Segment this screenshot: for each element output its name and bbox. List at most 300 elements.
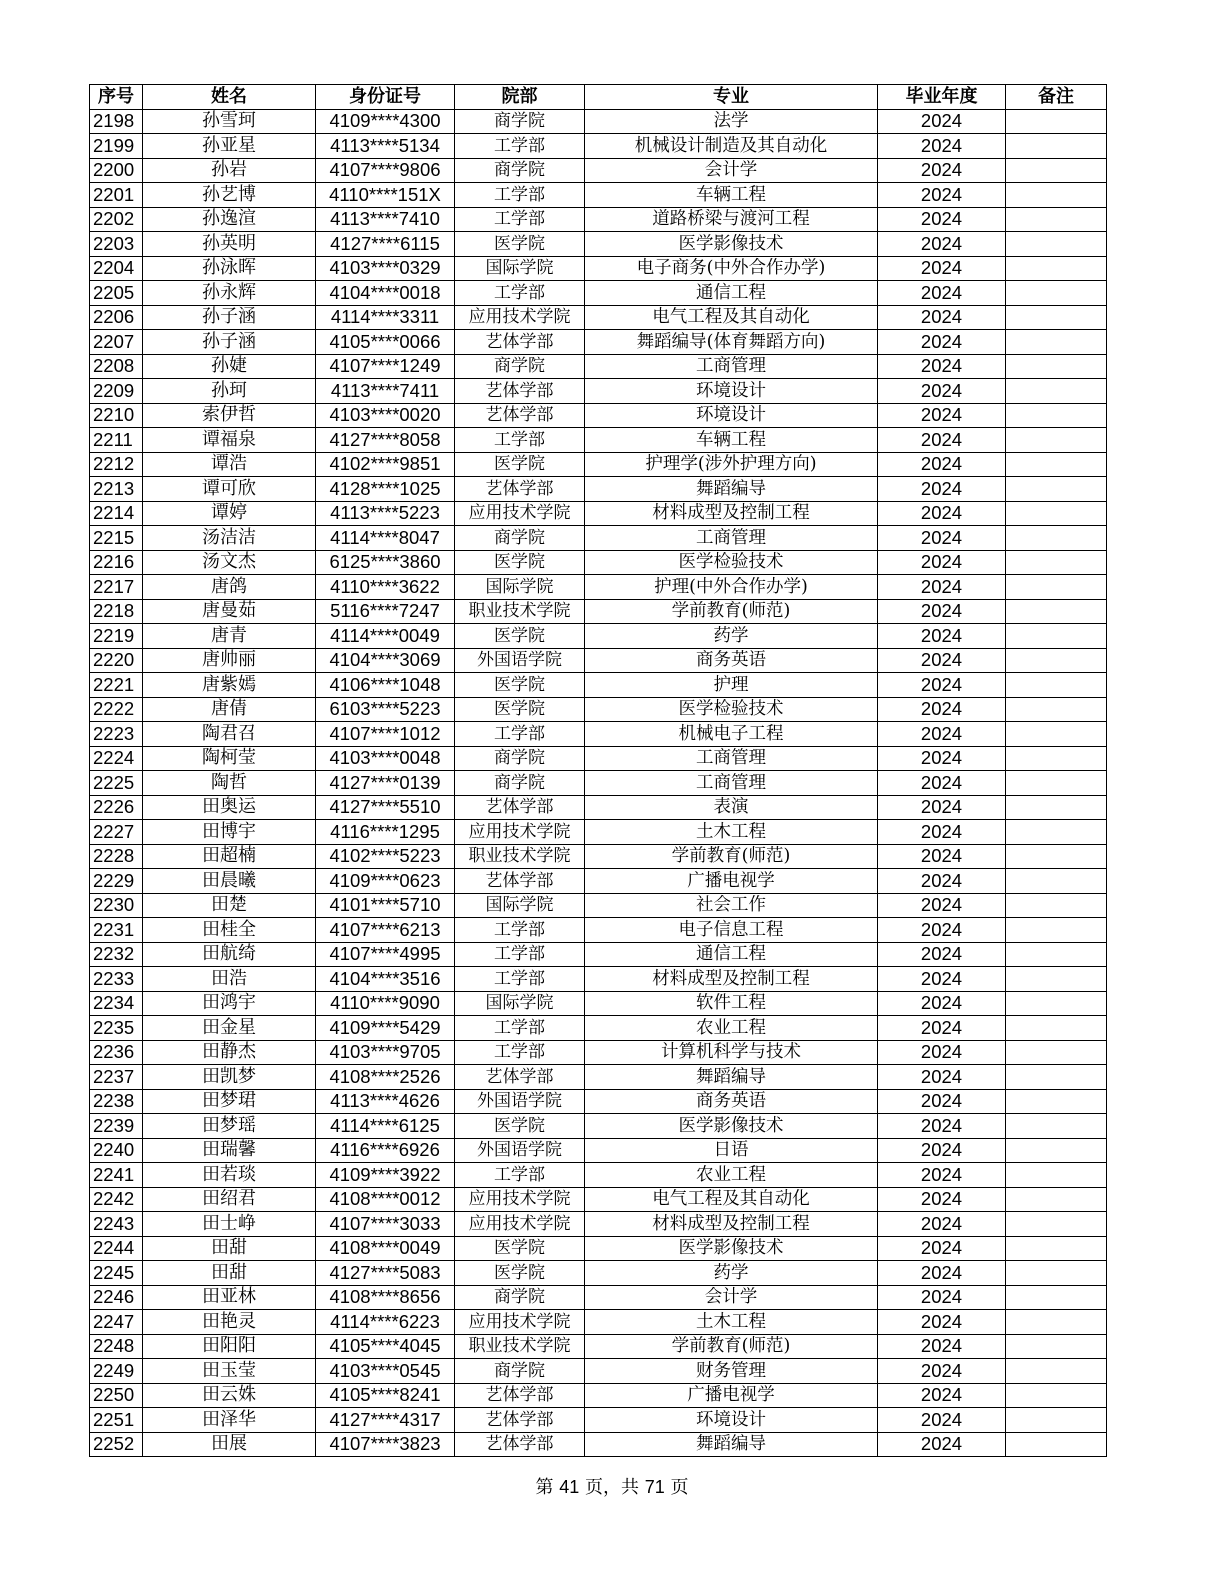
cell-department: 职业技术学院 [455,1334,585,1359]
cell-serial: 2203 [90,232,143,257]
cell-id-number: 4127****0139 [316,771,455,796]
cell-serial: 2211 [90,428,143,453]
cell-department: 艺体学部 [455,1432,585,1457]
cell-serial: 2224 [90,746,143,771]
cell-name: 田甜 [143,1261,316,1286]
cell-id-number: 4114****6223 [316,1310,455,1335]
cell-graduation-year: 2024 [878,256,1006,281]
cell-major: 学前教育(师范) [585,844,878,869]
cell-major: 学前教育(师范) [585,599,878,624]
cell-serial: 2216 [90,550,143,575]
cell-serial: 2237 [90,1065,143,1090]
cell-id-number: 4114****8047 [316,526,455,551]
cell-id-number: 4127****8058 [316,428,455,453]
table-row [90,1261,1107,1286]
cell-serial: 2204 [90,256,143,281]
table-row [90,697,1107,722]
cell-remarks [1006,869,1107,894]
cell-name: 孙婕 [143,354,316,379]
cell-graduation-year: 2024 [878,109,1006,134]
cell-department: 应用技术学院 [455,305,585,330]
cell-id-number: 4104****3516 [316,967,455,992]
cell-remarks [1006,256,1107,281]
table-row [90,1187,1107,1212]
cell-name: 孙逸渲 [143,207,316,232]
cell-department: 国际学院 [455,893,585,918]
cell-major: 法学 [585,109,878,134]
table-row [90,330,1107,355]
cell-remarks [1006,624,1107,649]
cell-serial: 2215 [90,526,143,551]
cell-id-number: 4101****5710 [316,893,455,918]
cell-department: 医学院 [455,550,585,575]
cell-major: 舞蹈编导 [585,1065,878,1090]
header-remarks: 备注 [1006,85,1107,110]
cell-department: 医学院 [455,1261,585,1286]
cell-department: 艺体学部 [455,1065,585,1090]
cell-major: 电气工程及其自动化 [585,305,878,330]
cell-major: 车辆工程 [585,428,878,453]
cell-remarks [1006,452,1107,477]
cell-serial: 2238 [90,1089,143,1114]
cell-remarks [1006,1432,1107,1457]
cell-name: 田楚 [143,893,316,918]
cell-major: 护理(中外合作办学) [585,575,878,600]
cell-department: 工学部 [455,281,585,306]
table-row [90,1310,1107,1335]
cell-department: 艺体学部 [455,869,585,894]
table-row [90,795,1107,820]
cell-graduation-year: 2024 [878,1065,1006,1090]
cell-department: 商学院 [455,158,585,183]
cell-serial: 2223 [90,722,143,747]
cell-name: 田金星 [143,1016,316,1041]
cell-graduation-year: 2024 [878,771,1006,796]
cell-graduation-year: 2024 [878,893,1006,918]
cell-remarks [1006,477,1107,502]
header-serial: 序号 [90,85,143,110]
graduate-table [89,84,1107,1457]
table-row [90,599,1107,624]
table-row [90,134,1107,159]
table-row [90,1114,1107,1139]
cell-id-number: 4127****4317 [316,1408,455,1433]
cell-remarks [1006,1016,1107,1041]
cell-department: 应用技术学院 [455,1212,585,1237]
table-row [90,1383,1107,1408]
cell-department: 工学部 [455,722,585,747]
cell-department: 工学部 [455,428,585,453]
cell-id-number: 4114****0049 [316,624,455,649]
cell-department: 工学部 [455,134,585,159]
cell-major: 车辆工程 [585,183,878,208]
table-row [90,624,1107,649]
cell-serial: 2248 [90,1334,143,1359]
cell-id-number: 4102****5223 [316,844,455,869]
footer-page-number: 41 [559,1477,580,1497]
cell-name: 田士峥 [143,1212,316,1237]
cell-serial: 2247 [90,1310,143,1335]
cell-major: 农业工程 [585,1016,878,1041]
cell-remarks [1006,1334,1107,1359]
table-row [90,354,1107,379]
cell-department: 应用技术学院 [455,1310,585,1335]
cell-remarks [1006,942,1107,967]
cell-graduation-year: 2024 [878,1310,1006,1335]
table-row [90,158,1107,183]
cell-name: 田泽华 [143,1408,316,1433]
cell-id-number: 4113****5223 [316,501,455,526]
cell-graduation-year: 2024 [878,330,1006,355]
cell-name: 田航绮 [143,942,316,967]
cell-department: 医学院 [455,624,585,649]
cell-id-number: 4107****6213 [316,918,455,943]
cell-remarks [1006,967,1107,992]
cell-department: 艺体学部 [455,1408,585,1433]
cell-remarks [1006,1114,1107,1139]
cell-department: 医学院 [455,673,585,698]
table-row [90,1089,1107,1114]
cell-graduation-year: 2024 [878,648,1006,673]
cell-serial: 2219 [90,624,143,649]
cell-serial: 2212 [90,452,143,477]
cell-name: 孙泳晖 [143,256,316,281]
cell-serial: 2230 [90,893,143,918]
cell-id-number: 4108****2526 [316,1065,455,1090]
cell-department: 应用技术学院 [455,820,585,845]
cell-id-number: 4107****3823 [316,1432,455,1457]
cell-remarks [1006,501,1107,526]
cell-remarks [1006,1040,1107,1065]
cell-serial: 2245 [90,1261,143,1286]
table-row [90,1065,1107,1090]
cell-name: 田凯梦 [143,1065,316,1090]
cell-serial: 2200 [90,158,143,183]
cell-department: 职业技术学院 [455,599,585,624]
cell-graduation-year: 2024 [878,746,1006,771]
cell-department: 商学院 [455,1359,585,1384]
cell-department: 工学部 [455,942,585,967]
cell-graduation-year: 2024 [878,1408,1006,1433]
cell-name: 唐鸽 [143,575,316,600]
cell-name: 孙岩 [143,158,316,183]
cell-graduation-year: 2024 [878,183,1006,208]
cell-id-number: 6125****3860 [316,550,455,575]
cell-major: 软件工程 [585,991,878,1016]
cell-name: 田浩 [143,967,316,992]
header-name: 姓名 [143,85,316,110]
cell-id-number: 4110****3622 [316,575,455,600]
cell-graduation-year: 2024 [878,158,1006,183]
cell-major: 机械电子工程 [585,722,878,747]
cell-id-number: 4127****5510 [316,795,455,820]
cell-major: 护理 [585,673,878,698]
cell-id-number: 4107****3033 [316,1212,455,1237]
cell-major: 药学 [585,1261,878,1286]
cell-serial: 2235 [90,1016,143,1041]
cell-id-number: 4105****4045 [316,1334,455,1359]
cell-major: 工商管理 [585,354,878,379]
cell-id-number: 4103****0329 [316,256,455,281]
table-row [90,967,1107,992]
cell-graduation-year: 2024 [878,844,1006,869]
cell-id-number: 4108****0012 [316,1187,455,1212]
cell-major: 日语 [585,1138,878,1163]
cell-major: 材料成型及控制工程 [585,501,878,526]
cell-remarks [1006,428,1107,453]
header-major: 专业 [585,85,878,110]
cell-name: 田梦瑶 [143,1114,316,1139]
cell-major: 环境设计 [585,379,878,404]
cell-id-number: 4105****0066 [316,330,455,355]
cell-department: 职业技术学院 [455,844,585,869]
cell-graduation-year: 2024 [878,624,1006,649]
cell-id-number: 4109****0623 [316,869,455,894]
cell-major: 医学检验技术 [585,697,878,722]
cell-major: 通信工程 [585,281,878,306]
table-row [90,1212,1107,1237]
cell-remarks [1006,918,1107,943]
cell-remarks [1006,844,1107,869]
cell-major: 药学 [585,624,878,649]
cell-graduation-year: 2024 [878,1040,1006,1065]
cell-name: 唐帅丽 [143,648,316,673]
cell-name: 孙亚星 [143,134,316,159]
cell-remarks [1006,550,1107,575]
cell-major: 工商管理 [585,526,878,551]
cell-serial: 2229 [90,869,143,894]
cell-graduation-year: 2024 [878,379,1006,404]
cell-remarks [1006,1285,1107,1310]
cell-remarks [1006,1065,1107,1090]
cell-name: 孙子涵 [143,330,316,355]
cell-major: 工商管理 [585,746,878,771]
table-row [90,526,1107,551]
cell-major: 材料成型及控制工程 [585,1212,878,1237]
cell-graduation-year: 2024 [878,795,1006,820]
cell-name: 谭婷 [143,501,316,526]
table-row [90,207,1107,232]
cell-department: 商学院 [455,1285,585,1310]
cell-major: 表演 [585,795,878,820]
cell-major: 舞蹈编导 [585,1432,878,1457]
cell-remarks [1006,305,1107,330]
footer-middle: 页，共 [585,1477,639,1498]
table-row [90,477,1107,502]
table-row [90,256,1107,281]
cell-graduation-year: 2024 [878,1163,1006,1188]
cell-graduation-year: 2024 [878,918,1006,943]
cell-name: 汤洁洁 [143,526,316,551]
cell-remarks [1006,1163,1107,1188]
cell-serial: 2222 [90,697,143,722]
cell-graduation-year: 2024 [878,1114,1006,1139]
cell-name: 田奥运 [143,795,316,820]
cell-department: 艺体学部 [455,1383,585,1408]
cell-department: 商学院 [455,771,585,796]
cell-graduation-year: 2024 [878,1432,1006,1457]
cell-name: 田玉莹 [143,1359,316,1384]
cell-remarks [1006,795,1107,820]
cell-id-number: 4114****3311 [316,305,455,330]
cell-id-number: 4127****5083 [316,1261,455,1286]
cell-name: 田桂全 [143,918,316,943]
cell-major: 土木工程 [585,820,878,845]
cell-name: 田展 [143,1432,316,1457]
cell-id-number: 4108****0049 [316,1236,455,1261]
footer-prefix: 第 [535,1477,554,1498]
cell-name: 田艳灵 [143,1310,316,1335]
cell-graduation-year: 2024 [878,820,1006,845]
footer-total-pages: 71 [644,1477,665,1497]
table-row [90,648,1107,673]
cell-graduation-year: 2024 [878,869,1006,894]
cell-department: 医学院 [455,697,585,722]
cell-serial: 2213 [90,477,143,502]
cell-remarks [1006,1310,1107,1335]
cell-id-number: 5116****7247 [316,599,455,624]
cell-name: 田静杰 [143,1040,316,1065]
cell-id-number: 6103****5223 [316,697,455,722]
cell-remarks [1006,722,1107,747]
cell-major: 电子商务(中外合作办学) [585,256,878,281]
table-row [90,1408,1107,1433]
cell-serial: 2221 [90,673,143,698]
cell-remarks [1006,330,1107,355]
cell-graduation-year: 2024 [878,1236,1006,1261]
cell-department: 商学院 [455,746,585,771]
cell-department: 商学院 [455,526,585,551]
table-row [90,771,1107,796]
cell-name: 田瑞馨 [143,1138,316,1163]
cell-id-number: 4109****3922 [316,1163,455,1188]
cell-name: 谭可欣 [143,477,316,502]
cell-major: 财务管理 [585,1359,878,1384]
cell-remarks [1006,991,1107,1016]
cell-name: 孙英明 [143,232,316,257]
cell-graduation-year: 2024 [878,942,1006,967]
page-footer [0,1473,1224,1499]
cell-serial: 2198 [90,109,143,134]
cell-id-number: 4107****1249 [316,354,455,379]
cell-remarks [1006,207,1107,232]
cell-department: 工学部 [455,1040,585,1065]
cell-id-number: 4116****6926 [316,1138,455,1163]
cell-serial: 2206 [90,305,143,330]
cell-remarks [1006,232,1107,257]
cell-serial: 2232 [90,942,143,967]
cell-remarks [1006,158,1107,183]
cell-graduation-year: 2024 [878,305,1006,330]
cell-id-number: 4109****5429 [316,1016,455,1041]
cell-serial: 2244 [90,1236,143,1261]
cell-remarks [1006,820,1107,845]
cell-serial: 2202 [90,207,143,232]
cell-major: 商务英语 [585,1089,878,1114]
cell-department: 国际学院 [455,991,585,1016]
cell-serial: 2228 [90,844,143,869]
cell-remarks [1006,1212,1107,1237]
cell-graduation-year: 2024 [878,207,1006,232]
cell-id-number: 4113****5134 [316,134,455,159]
header-id-number: 身份证号 [316,85,455,110]
cell-major: 医学影像技术 [585,1236,878,1261]
cell-graduation-year: 2024 [878,134,1006,159]
cell-department: 工学部 [455,1016,585,1041]
cell-remarks [1006,403,1107,428]
cell-id-number: 4113****7410 [316,207,455,232]
cell-remarks [1006,1187,1107,1212]
cell-graduation-year: 2024 [878,1261,1006,1286]
table-row [90,673,1107,698]
table-row [90,1334,1107,1359]
cell-department: 艺体学部 [455,403,585,428]
cell-remarks [1006,1089,1107,1114]
cell-id-number: 4116****1295 [316,820,455,845]
cell-remarks [1006,1261,1107,1286]
table-row [90,452,1107,477]
cell-department: 外国语学院 [455,1138,585,1163]
cell-serial: 2234 [90,991,143,1016]
cell-serial: 2205 [90,281,143,306]
cell-id-number: 4103****0048 [316,746,455,771]
cell-major: 舞蹈编导 [585,477,878,502]
cell-id-number: 4127****6115 [316,232,455,257]
cell-serial: 2214 [90,501,143,526]
cell-serial: 2220 [90,648,143,673]
cell-department: 工学部 [455,918,585,943]
cell-serial: 2226 [90,795,143,820]
cell-serial: 2217 [90,575,143,600]
cell-major: 学前教育(师范) [585,1334,878,1359]
cell-major: 环境设计 [585,1408,878,1433]
table-row [90,403,1107,428]
table-header-row [90,85,1107,110]
table-row [90,1040,1107,1065]
cell-remarks [1006,1236,1107,1261]
cell-id-number: 4107****4995 [316,942,455,967]
table-row [90,893,1107,918]
cell-name: 田阳阳 [143,1334,316,1359]
table-row [90,305,1107,330]
cell-name: 孙雪珂 [143,109,316,134]
cell-major: 计算机科学与技术 [585,1040,878,1065]
cell-id-number: 4113****4626 [316,1089,455,1114]
cell-graduation-year: 2024 [878,1359,1006,1384]
cell-department: 医学院 [455,1236,585,1261]
cell-graduation-year: 2024 [878,1138,1006,1163]
cell-remarks [1006,1408,1107,1433]
cell-graduation-year: 2024 [878,403,1006,428]
cell-remarks [1006,109,1107,134]
cell-major: 机械设计制造及其自动化 [585,134,878,159]
cell-graduation-year: 2024 [878,428,1006,453]
cell-serial: 2199 [90,134,143,159]
cell-remarks [1006,697,1107,722]
cell-name: 田若琰 [143,1163,316,1188]
cell-name: 田晨曦 [143,869,316,894]
cell-id-number: 4113****7411 [316,379,455,404]
cell-name: 孙珂 [143,379,316,404]
cell-graduation-year: 2024 [878,967,1006,992]
cell-department: 医学院 [455,452,585,477]
table-row [90,281,1107,306]
cell-major: 电气工程及其自动化 [585,1187,878,1212]
table-row [90,1236,1107,1261]
table-row [90,379,1107,404]
cell-name: 唐紫嫣 [143,673,316,698]
cell-name: 田甜 [143,1236,316,1261]
